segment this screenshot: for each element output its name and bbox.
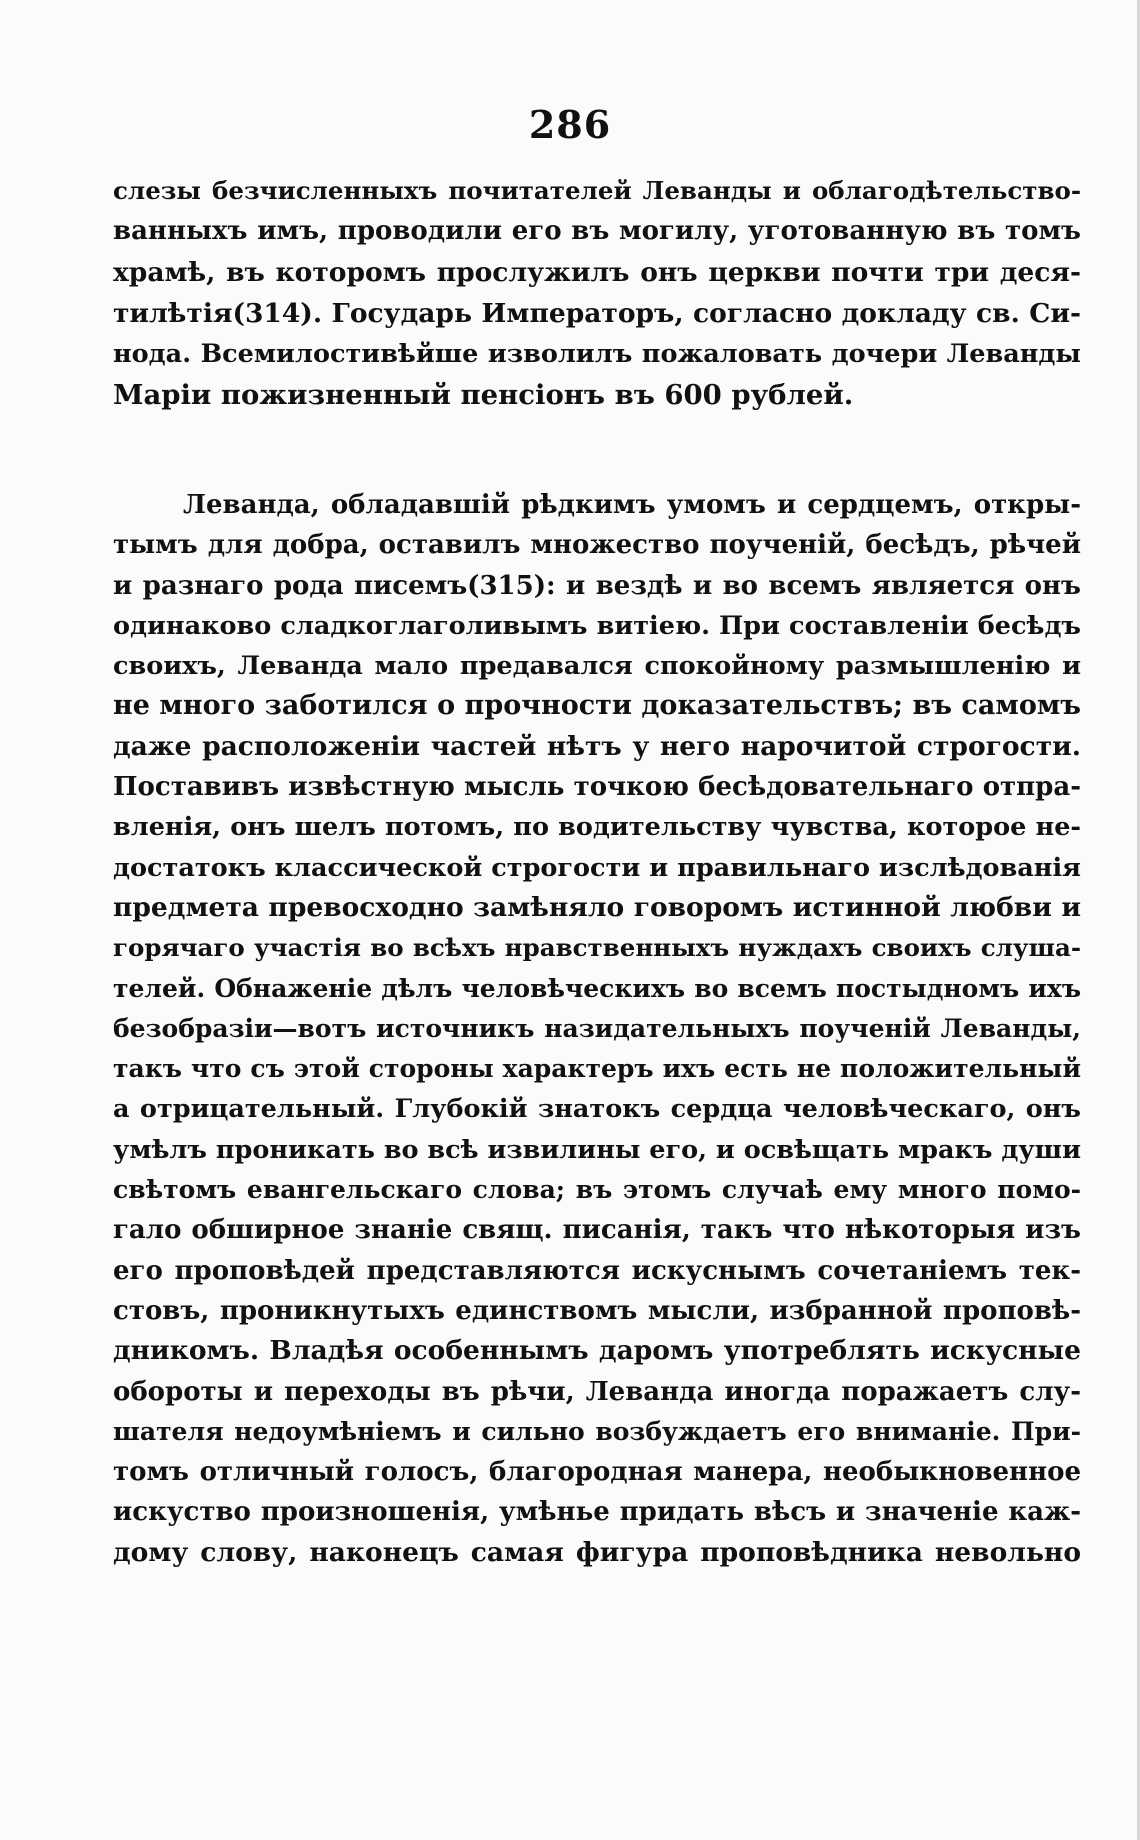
text-line: безобразіи—вотъ источникъ назидательныхъ поученій Леванды, [113, 1013, 1081, 1043]
text-line: слезы безчисленныхъ почитателей Леванды и облагодѣтельство- [113, 176, 1081, 205]
text-line: телей. Обнаженіе дѣлъ человѣческихъ во всемъ постыдномъ ихъ [113, 973, 1081, 1003]
page-number: 286 [528, 102, 612, 147]
text-line: Поставивъ извѣстную мысль точкою бесѣдовательнаго отпра- [113, 772, 1081, 803]
text-line: тилѣтія(314). Государь Императоръ, согласно докладу св. Си- [113, 298, 1081, 329]
text-line: достатокъ классической строгости и правильнаго изслѣдованія [113, 852, 1081, 883]
text-line: своихъ, Леванда мало предавался спокойному размышленію и [113, 651, 1081, 682]
text-line: а отрицательный. Глубокій знатокъ сердца человѣческаго, онъ [113, 1094, 1081, 1125]
text-line: гало обширное знаніе свящ. писанія, такъ что нѣкоторыя изъ [113, 1215, 1081, 1246]
text-line: ванныхъ имъ, проводили его въ могилу, уготованную въ томъ [113, 216, 1081, 246]
text-line: храмѣ, въ которомъ прослужилъ онъ церкви почти три деся- [113, 257, 1081, 288]
paragraph-2 [113, 485, 1081, 1573]
text-line: дому слову, наконецъ самая фигура проповѣдника невольно [113, 1536, 1081, 1568]
text-line: стовъ, проникнутыхъ единствомъ мысли, избранной проповѣ- [113, 1295, 1081, 1326]
text-line: нода. Всемилостивѣйше изволилъ пожаловать дочери Леванды [113, 339, 1081, 369]
text-line: его проповѣдей представляются искуснымъ сочетаніемъ тек- [113, 1255, 1081, 1286]
text-line: Леванда, обладавшій рѣдкимъ умомъ и сердцемъ, откры- [183, 490, 1081, 520]
text-line: и разнаго рода писемъ(315): и вездѣ и во всемъ является онъ [113, 570, 1081, 601]
text-line: Маріи пожизненный пенсіонъ въ 600 рублей. [113, 379, 854, 411]
text-line: свѣтомъ евангельскаго слова; въ этомъ случаѣ ему много помо- [113, 1175, 1081, 1205]
text-line: такъ что съ этой стороны характеръ ихъ есть не положительный [113, 1054, 1081, 1084]
text-line: не много заботился о прочности доказательствъ; въ самомъ [113, 690, 1081, 722]
text-line: тымъ для добра, оставилъ множество поученій, бесѣдъ, рѣчей [113, 530, 1081, 561]
text-line: шателя недоумѣніемъ и сильно возбуждаетъ его вниманіе. При- [113, 1416, 1081, 1446]
text-line: горячаго участія во всѣхъ нравственныхъ нуждахъ своихъ слуша- [113, 933, 1081, 963]
text-line: обороты и переходы въ рѣчи, Леванда иногда поражаетъ слу- [113, 1376, 1081, 1407]
text-line: искуство произношенія, умѣнье придать вѣсъ и значеніе каж- [113, 1497, 1081, 1528]
text-line: дникомъ. Владѣя особеннымъ даромъ употреблять искусные [113, 1335, 1081, 1367]
text-line: одинаково сладкоглаголивымъ витіею. При составленіи бесѣдъ [113, 610, 1081, 641]
text-line: предмета превосходно замѣняло говоромъ истинной любви и [113, 891, 1081, 923]
text-line: вленія, онъ шелъ потомъ, по водительству чувства, которое не- [113, 812, 1081, 843]
paragraph-1 [113, 170, 1081, 416]
text-line: даже расположеніи частей нѣтъ у него нарочитой строгости. [113, 730, 1081, 762]
text-line: томъ отличный голосъ, благородная манера, необыкновенное [113, 1457, 1081, 1488]
text-line: умѣлъ проникать во всѣ извилины его, и освѣщать мракъ души [113, 1134, 1081, 1165]
